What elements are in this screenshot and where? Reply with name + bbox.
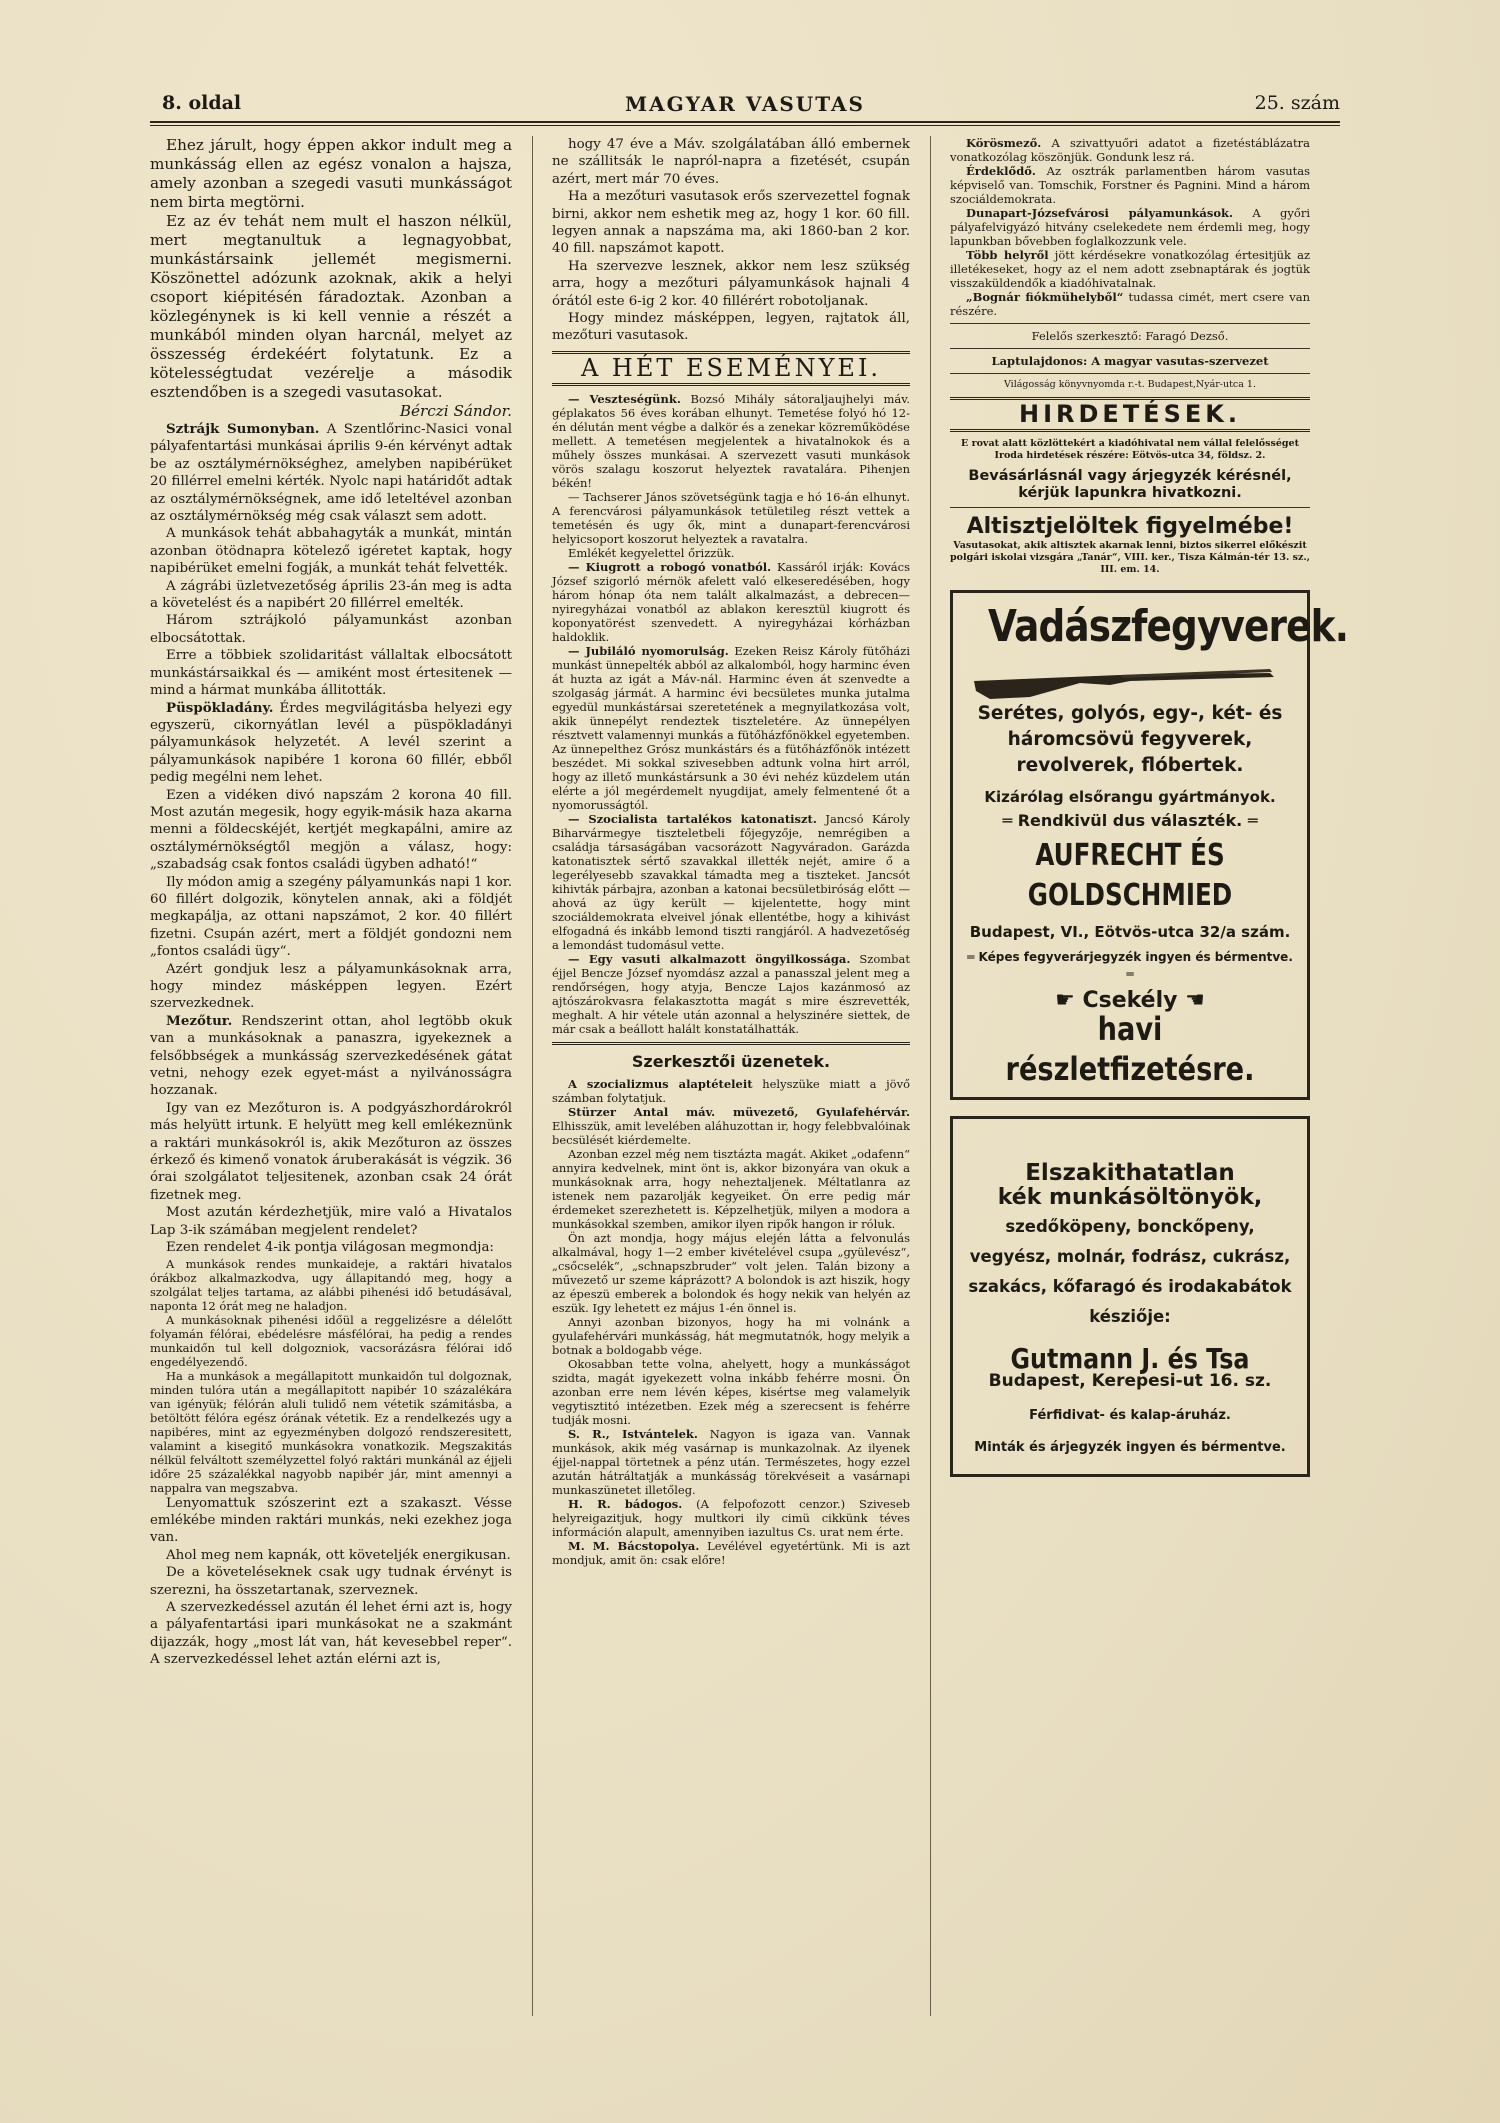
paragraph: Ahol meg nem kapnák, ott követeljék energikusan. xyxy=(166,1547,511,1563)
newspaper-title: MAGYAR VASUTAS xyxy=(625,92,865,116)
editor-note: Dunapart-Józsefvárosi pályamunkások. A győri pályafelvigyázó hitvány cselekedete nem érdemli meg, hogy lapunkban bővebben foglalkozzunk vele. xyxy=(950,206,1311,248)
editor-note: „Bognár fiókmühelyből“ tudassa cimét, mert csere van részére. xyxy=(950,290,1310,318)
ad-firm: AUFRECHT ÉS GOLDSCHMIED xyxy=(1027,837,1233,913)
news-item: — Jubiláló nyomorulság. Ezeken Reisz Károly fütőházi munkást ünnepelték abból az alkalomból, hogy harminc éven át huzta az igát a Máv-nál. Harminc éven át szenvedte a szolgaság jármát. A harminc évi becsületes munka jutalma egyedül munkástársai szeretetének a megnyilatkozása volt, akik ünnepélyt rendeztek tiszteletére. Az ünnepélyen résztvett valamennyi munkás a fütőházfőnökkel egyetemben. Az ünnepelthez Grósz munkástárs és a fütőházfőnök intézett beszédet. Mi sokkal szivesebben adtunk volna hirt arról, hogy az illető munkástársunk a 30 évi nehéz küzdelem után elérte a jól megérdemelt nyugdijat, amely felmentené őt a nyomorusságtól. xyxy=(552,644,911,813)
section-title: Szerkesztői üzenetek. xyxy=(631,1052,831,1072)
article: Sztrájk Sumonyban. A Szentlőrinc-Nasici vonal pályafentartási munkásai április 9-én kérvényt adtak be az osztálymérnökséghez, amelyben napibérüket 20 fillérrel emelni kérték. Nyolc napi határidőt adtak az osztálymérnökségnek, ame idő leteltével azonban az osztálymérnökség még csak választ sem adott. xyxy=(150,421,512,525)
ad-firm: Gutmann J. és Tsa xyxy=(1010,1342,1250,1376)
editor-note: S. R., Istvántelek. Nagyon is igaza van. Vannak munkások, akik még vasárnap is munkazolnak. Az ilyenek éjjel-nappal törtetnek a pénz után. Természetes, hogy ezzel azután hátráltatják a munkásság törekvéseit a vasárnapi munkaszünetet illetőleg. xyxy=(552,1426,910,1497)
news-item: — Szocialista tartalékos katonatiszt. Jancsó Károly Biharvármegye tiszteletbeli főjegyzője, nemrégiben a családja társaságában vacsorázott Nagyváradon. Garázda katonatisztek sértő szavakkal illették nejét, amire ő a legerélyesebb szavakkal támadta meg a tiszteket. Jancsót kihivták párbajra, azonban a katonai becsületbiróság előtt — ahová az ügy került — kijelentette, hogy mint szociáldemokrata elveivel jónak ellentétbe, hogy a kihivást elfogadná és inkább lemond tiszti rangjáról. A hadvezetőség a lemondást tudomásul vette. xyxy=(552,812,911,953)
section-rule xyxy=(552,383,910,386)
paragraph: De a követeléseknek csak ugy tudnak érvényt is szerezni, ha összetartanak, szerveznek. xyxy=(150,1565,512,1598)
news-item: — Kiugrott a robogó vonatból. Kassáról irják: Kovács József szigorló mérnök afelett való elkeseredésében, hogy három hónap óta nem talált alkalmazást, a debrecen—nyiregyházai vonatból az ablakon keresztül kiugrott és koponyatörést szenvedett. A nyiregyházai kórházban haldoklik. xyxy=(552,560,911,645)
rule xyxy=(950,507,1310,508)
paragraph: Hogy mindez másképpen, legyen, rajtatok áll, mezőturi vasutasok. xyxy=(552,311,910,344)
rule xyxy=(950,348,1310,349)
section-title: A HÉT ESEMÉNYEI. xyxy=(580,353,882,382)
editor-note: Azonban ezzel még nem tisztázta magát. Akiket „odafenn“ annyira kedvelnek, mint önt is, akkor bizonyára van okuk a munkásoknak arra, hogy neheztaljenek. Méltatlanra az istenek nem pazarolják kegyeiket. Ön erre pedig már érdemeket szerezhetett is. Képzelhetjük, milyen a modora a munkásokkal szemben, amikor ilyen ripők hangon ir róluk. xyxy=(552,1146,910,1231)
signature: Bérczi Sándor. xyxy=(399,402,512,420)
ad-line: havi részletfizetésre. xyxy=(1005,1010,1255,1089)
article: Mezőtur. Rendszerint ottan, ahol legtöbb okuk van a munkásoknak a panaszra, igyekeznek a felsőbbségek a munkásság szervezkedésének gátat vetni, nehogy ezek egyet-mást a nyilvánosságra hozzanak. xyxy=(150,1012,512,1099)
editor-note: Okosabban tette volna, ahelyett, hogy a munkásságot szidta, magát igyekezett volna inkább fehérre mosni. Ön azonban erre nem lévén képes, kisértse meg valamelyik vegytisztitó intézetben. Ezek még a szerecsent is fehérre tudják mosni. xyxy=(552,1356,910,1427)
column-left xyxy=(150,136,512,2016)
article-heading: Püspökladány. xyxy=(166,699,274,716)
paragraph: Három sztrájkoló pályamunkást azonban elbocsátottak. xyxy=(150,613,512,646)
ad-line: ═ Képes fegyverárjegyzék ingyen és bérmentve. ═ xyxy=(967,950,1293,982)
header-rule-thin xyxy=(150,125,1340,126)
news-item: — Veszteségünk. Bozsó Mihály sátoraljaujhelyi máv. géplakatos 56 éves korában elhunyt. Temetése folyó hó 12-én délután ment végbe a dalkör és a zenekar közreműködése mellett. A temetésen megjelentek a hivatalnokok és a műhely összes munkásai. A szervezett vasuti munkások vörös szalagu koszorut helyeztek ravatalára. Pihenjen békén! xyxy=(552,392,910,491)
ad-subtitle: kék munkásöltönyök, xyxy=(997,1184,1263,1210)
column-right xyxy=(950,136,1349,2016)
editor-note: M. M. Bácstopolya. Levélével egyetértünk. Mi is azt mondjuk, amit ön: csak előre! xyxy=(552,1538,911,1567)
rule xyxy=(950,323,1310,324)
ad-hunting-rifles xyxy=(950,590,1349,1100)
editor-note: H. R. bádogos. (A felpofozott cenzor.) Sziveseb helyreigazitjuk, hogy multkori ily cimü cikkünk téves információn alapult, amennyiben iazultus Cs. urat nem érte. xyxy=(552,1496,910,1539)
paragraph: Igy van ez Mezőturon is. A podgyászhordárokról más helyütt irtunk. E helyütt meg kell emlékeznünk a raktári munkásokról is, akik Mezőturon az összes érkező és kimenő vonatok áruberakását is végzik. 36 órai szolgálatot teljesitenek, azonban csak 24 órát fizetnek meg. xyxy=(150,1100,512,1203)
editor-note: A szocializmus alaptételeit helyszüke miatt a jövő számban folytatjuk. xyxy=(552,1076,911,1105)
article: Püspökladány. Érdes megvilágitásba helyezi egy egyszerü, cikornyátlan levél a püspökladányi pályamunkások helyzetét. A levél szerint a pályamunkások napibére 1 korona 60 fillér, ebből pedig megélni nem lehet. xyxy=(150,699,512,786)
paragraph: Azért gondjuk lesz a pályamunkásoknak arra, hogy mindez másképpen legyen. Ezért szervezkednek. xyxy=(150,961,512,1012)
paragraph: Ezen rendelet 4-ik pontja világosan megmondja: xyxy=(166,1240,494,1256)
editor-note: Több helyről jött kérdésekre vonatkozólag értesitjük az illetékeseket, hogy az el nem adott zsebnaptárak és jogtük visszaküldendők a kiadóhivatalnak. xyxy=(950,248,1310,290)
paragraph: A zágrábi üzletvezetőség április 23-án meg is adta a követelést és a napibért 20 fillérrel emelték. xyxy=(150,578,512,612)
paragraph: A munkások tehát abbahagyták a munkát, mintán azonban ötödnapra kötelező igéretet kaptak, hogy napibérüket emelni fogják, a munkát tehát felvették. xyxy=(150,526,512,577)
ad-title: Vadászfegyverek. xyxy=(988,600,1349,652)
editor-note: Körösmező. A szivattyuőri adatot a fizetéstáblázatra vonatkozólag köszönjük. Gondunk lesz rá. xyxy=(950,136,1310,164)
ad-address: Budapest, Kerepesi-ut 16. sz. xyxy=(988,1371,1272,1392)
ad-title: Elszakithatatlan xyxy=(1025,1160,1235,1187)
paragraph: Ha szervezve lesznek, akkor nem lesz szükség arra, hogy a mezőturi pályamunkások hajnali 4 órától este 6-ig 2 kor. 40 fillérért robotoljanak. xyxy=(552,258,910,309)
ad-line: Serétes, golyós, egy-, két- és háromcsövü fegyverek, revolverek, flóbertek. xyxy=(977,702,1283,776)
paragraph: Ha a mezőturi vasutasok erős szervezettel fognak birni, akkor nem eshetik meg az, hogy 1 kor. 60 fill. legyen annak a napszáma ma, aki 1860-ban 2 kor. 40 fill. napszámot kapott. xyxy=(552,189,910,257)
ads-call: Bevásárlásnál vagy árjegyzék kérésnél, kérjük lapunkra hivatkozni. xyxy=(968,468,1292,502)
page-header xyxy=(150,92,1340,116)
ad-work-clothes xyxy=(950,1116,1310,1477)
ad-text: Vasutasokat, akik altisztek akarnak lenni, biztos sikerrel előkészit polgári iskolai vizsgára „Tanár“, VIII. ker., Tisza Kálmán-tér 13. sz., III. em. 14. xyxy=(950,539,1310,575)
page-number: 8. oldal xyxy=(162,92,242,114)
printer-credit: Világosság könyvnyomda r.-t. Budapest,Nyár-utca 1. xyxy=(1003,379,1256,390)
ad-heading: Altisztjelöltek figyelmébe! xyxy=(966,514,1294,540)
owner-credit: Laptulajdonos: A magyar vasutas-szervezet xyxy=(991,354,1269,368)
news-item: Emlékét kegyelettel őrizzük. xyxy=(568,546,735,561)
article-heading: Sztrájk Sumonyban. xyxy=(166,421,320,437)
column-middle xyxy=(552,136,910,2016)
ads-title: HIRDETÉSEK. xyxy=(1019,400,1241,428)
rifle-icon xyxy=(970,661,1290,701)
paragraph: Lenyomattuk szószerint ezt a szakaszt. Vésse emlékébe minden raktári munkás, neki ezekhez joga van. xyxy=(150,1495,512,1546)
article-heading: Mezőtur. xyxy=(166,1012,233,1029)
paragraph: Ez az év tehát nem mult el haszon nélkül, mert megtanultuk a legnagyobbat, munkástársaink jellemét megismerni. Köszönettel adózunk azoknak, akik a helyi csoport kiépitésén fáradoztak. Azonban a közlegénynek is ki kell vennie a részét a munkából minden olyan harcnál, melyet az összesség érdekéért folytatunk. Ez a kötelességtudat vezérelje a második esztendőben is a szegedi vasutasokat. Bérczi Sándor. xyxy=(150,212,512,420)
issue-number: 25. szám xyxy=(1254,92,1340,114)
editor-credit: Felelős szerkesztő: Faragó Dezső. xyxy=(1031,329,1229,343)
paragraph: Ily módon amig a szegény pályamunkás napi 1 kor. 60 fillért dolgozik, könytelen annak, aki a földjét megkapálja, az ottani napszámot, 2 kor. 40 fillért fizetni. Csupán azért, mert a földjét gondozni nem „fontos családi ügy“. xyxy=(150,874,512,960)
editor-note: Annyi azonban bizonyos, hogy ha mi volnánk a gyulafehérvári munkásság, hát megmutatnók, hogy melyik a botnak a boldogabb vége. xyxy=(552,1314,910,1357)
paragraph: hogy 47 éve a Máv. szolgálatában álló embernek ne szállitsák le napról-napra a fizetését, csupán azért, mert már 70 éves. xyxy=(552,137,910,187)
ad-address: Budapest, VI., Eötvös-utca 32/a szám. xyxy=(969,922,1291,941)
news-item: — Tachserer János szövetségünk tagja e hó 16-án elhunyt. A ferencvárosi pályamunkások tetületileg részt vettek a temetésén és ugy ők, mint a dunapart-ferencvárosi helyicsoport koszorut helyeztek a ravatalra. xyxy=(552,490,910,547)
column-divider xyxy=(532,136,533,2016)
header-rule xyxy=(150,121,1340,123)
quoted-rule: A munkásoknak pihenési időül a reggelizésre a délelőtt folyamán félórai, ebédelésre másfélórai, ha pedig a rendes munkaidőn tul kell dolgozniok, vacsorázásra félórai idő engedélyezendő. xyxy=(150,1312,512,1369)
editor-note: Érdeklődő. Az osztrák parlamentben három vasutas képviselő van. Tomschik, Forstner és Pagnini. Mind a három szociáldemokrata. xyxy=(950,164,1310,206)
ad-line: Minták és árjegyzék ingyen és bérmentve. xyxy=(974,1440,1286,1456)
editor-note: Ön azt mondja, hogy május elején látta a felvonulás alkalmával, hogy 1—2 ember kivételével csupa „gyülevész“, „csőcselék“, „schnapszbruder“ volt jelen. Talán bizony a művezető ur szeme káprázott? A bolondok is azt hiszik, hogy az épeszü emberek a bolondok és hogy nekik van helyén az eszük. Igy lehetett ez május 1-én önnel is. xyxy=(552,1230,910,1315)
editor-note: Stürzer Antal máv. müvezető, Gyulafehérvár. Elhisszük, amit levelében aláhuzottan ir, hogy felebbvalóinak becsülését kiérdemelte. xyxy=(552,1104,910,1147)
quoted-rule: Ha a munkások a megállapitott munkaidőn tul dolgoznak, minden tulóra után a megállapitott napibér 10 százalékára van igényük; félórán aluli tulidő nem vétetik számitásba, a betöltött félóra egész órának vétetik. Ez a rendelkezés ugy a napibéres, mint az egyezményben dolgozó rendszeresitett, valamint a kisegitő munkásokra vonatkozik. Megszakitás nélkül felváltott személyzettel folyó raktári munkánál az éjjeli időre 25 százalékkal nagyobb napibér jár, mint amennyi a nappalra van megszabva. xyxy=(150,1368,512,1495)
quoted-rule: A munkások rendes munkaideje, a raktári hivatalos órákboz alkalmazkodva, ugy állapitandó meg, hogy a szolgálat teljes tartama, az alábbi pihenési idő betudásával, naponta 12 órát meg ne haladjon. xyxy=(150,1256,512,1313)
ad-line: ═ Rendkivül dus választék. ═ xyxy=(1002,811,1258,831)
rule xyxy=(950,373,1310,374)
section-rule xyxy=(950,429,1310,432)
ad-line: ☛ Csekély ☚ xyxy=(1055,987,1205,1013)
ad-line: Férfidivat- és kalap-áruház. xyxy=(1029,1407,1231,1423)
ads-note: E rovat alatt közlöttekért a kiadóhivatal nem vállal felelősséget Iroda hirdetések részére: Eötvös-utca 34, földsz. 2. xyxy=(961,438,1299,462)
paragraph: A szervezkedéssel azután él lehet érni azt is, hogy a pályafentartási ipari munkásokat ne a szakmánt dijazzák, hogy „most lát van, hát kevesebbel reper“. A szervezkedéssel lehet aztán elérni azt is, xyxy=(150,1599,512,1668)
paragraph: Most azután kérdezhetjük, mire való a Hivatalos Lap 3-ik számában megjelent rendelet? xyxy=(150,1205,512,1238)
ad-line: Kizárólag elsőrangu gyártmányok. xyxy=(984,787,1276,806)
ad-line: szedőköpeny, bonckőpeny, vegyész, molnár, fodrász, cukrász, szakács, kőfaragó és irodakabátok késziője: xyxy=(968,1217,1292,1327)
column-divider xyxy=(930,136,931,2016)
section-rule xyxy=(552,1042,910,1045)
news-item: — Egy vasuti alkalmazott öngyilkossága. Szombat éjjel Bencze József nyomdász azzal a panasszal jelent meg a rendőrségen, hogy atyja, Bencze Lajos kazánmosó az ajtószárokvasra felakasztotta magát s mire észrevették, meghalt. A hir vétele után azonnal a helyszinére siettek, de már csak a beállott halált konstatálhatták. xyxy=(552,952,911,1037)
paragraph: Erre a többiek szolidaritást vállaltak elbocsátott munkástársaikkal és — amiként most értesitenek — mind a hármat munkába állitották. xyxy=(150,648,512,699)
paragraph: Ehez járult, hogy éppen akkor indult meg a munkásság ellen az egész vonalon a hajsza, amely azonban a szegedi vasuti munkásságot nem birta megtörni. xyxy=(150,136,512,211)
paragraph: Ezen a vidéken divó napszám 2 korona 40 fill. Most azután megesik, hogy egyik-másik haza akarna menni a földecskéjét, kertjét megkapálni, amire az osztálymérnökségtől megjön a válasz, hogy: „szabadság csak fontos családi ügyben adható!“ xyxy=(150,787,512,873)
